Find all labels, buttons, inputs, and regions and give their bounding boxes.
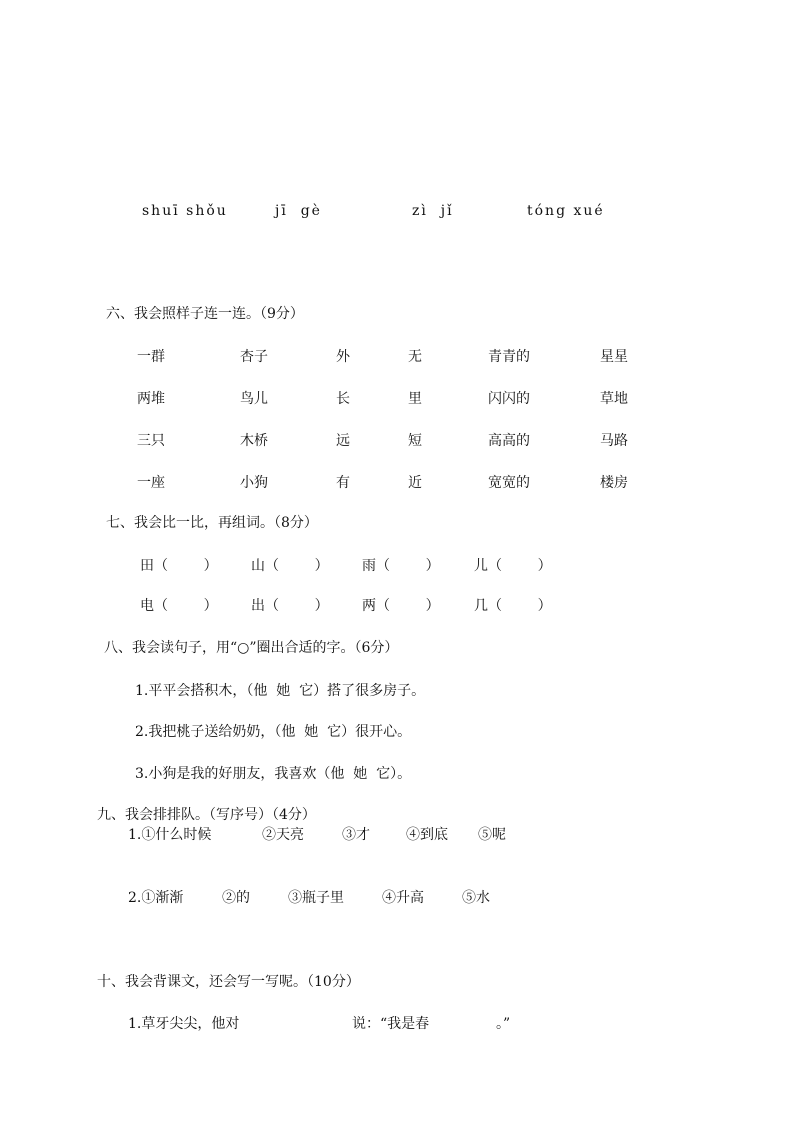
s7-r2-c4: 几（ ） [474,598,552,614]
s9-2-a: 2.①渐渐 [128,890,184,906]
pinyin-3: zì jǐ [412,203,454,219]
s6-r1-c2: 杏子 [240,349,268,365]
s9-1-d: ④到底 [406,827,448,843]
s9-2-d: ④升高 [382,890,424,906]
s6-r4-c2: 小狗 [240,475,268,491]
s6-r4-c4: 近 [408,475,422,491]
s9-2-b: ②的 [222,890,250,906]
section-7-title: 七、我会比一比，再组词。（8分） [106,515,318,531]
s6-r2-c6: 草地 [600,391,628,407]
s6-r4-c5: 宽宽的 [488,475,530,491]
s6-r3-c1: 三只 [137,433,165,449]
s10-item-1-start: 1.草牙尖尖，他对 [128,1016,240,1032]
s6-r3-c4: 短 [408,433,422,449]
s6-r1-c3: 外 [336,349,350,365]
s6-r2-c1: 两堆 [137,391,165,407]
section-9-title: 九、我会排排队。（写序号）（4分） [97,807,316,823]
s9-2-c: ③瓶子里 [288,890,344,906]
s6-r4-c6: 楼房 [600,475,628,491]
s9-1-e: ⑤呢 [478,827,506,843]
section-8-title: 八、我会读句子，用“○”圈出合适的字。（6分） [104,640,399,656]
s6-r1-c6: 星星 [600,349,628,365]
s6-r2-c4: 里 [408,391,422,407]
s6-r1-c1: 一群 [137,349,165,365]
s6-r4-c3: 有 [336,475,350,491]
s7-r2-c3: 两（ ） [362,598,440,614]
pinyin-2: jī gè [275,203,322,219]
s6-r3-c5: 高高的 [488,433,530,449]
s9-1-c: ③才 [342,827,370,843]
s7-r2-c1: 电（ ） [140,598,218,614]
s6-r2-c3: 长 [336,391,350,407]
s9-1-a: 1.①什么时候 [128,827,212,843]
s6-r2-c5: 闪闪的 [488,391,530,407]
s6-r1-c4: 无 [408,349,422,365]
s6-r3-c2: 木桥 [240,433,268,449]
s6-r2-c2: 鸟儿 [240,391,268,407]
s7-r1-c4: 儿（ ） [474,558,552,574]
s7-r2-c2: 出（ ） [251,598,329,614]
s6-r3-c3: 远 [336,433,350,449]
s10-item-1-end: 说：“我是春 [352,1016,430,1032]
s6-r4-c1: 一座 [137,475,165,491]
s8-item-1: 1.平平会搭积木，（他 她 它）搭了很多房子。 [135,683,426,699]
s8-item-2: 2.我把桃子送给奶奶，（他 她 它）很开心。 [135,724,412,740]
s7-r1-c3: 雨（ ） [362,558,440,574]
s6-r1-c5: 青青的 [488,349,530,365]
s7-r1-c2: 山（ ） [251,558,329,574]
pinyin-4: tóng xué [527,203,605,219]
s9-2-e: ⑤水 [462,890,490,906]
s7-r1-c1: 田（ ） [140,558,218,574]
section-10-title: 十、我会背课文，还会写一写呢。（10分） [97,974,360,990]
s9-1-b: ②天亮 [262,827,304,843]
section-6-title: 六、我会照样子连一连。（9分） [106,306,304,322]
s6-r3-c6: 马路 [600,433,628,449]
pinyin-1: shuī shǒu [142,203,228,219]
s8-item-3: 3.小狗是我的好朋友，我喜欢（他 她 它）。 [135,766,412,782]
s10-item-1-close: 。” [496,1016,511,1032]
